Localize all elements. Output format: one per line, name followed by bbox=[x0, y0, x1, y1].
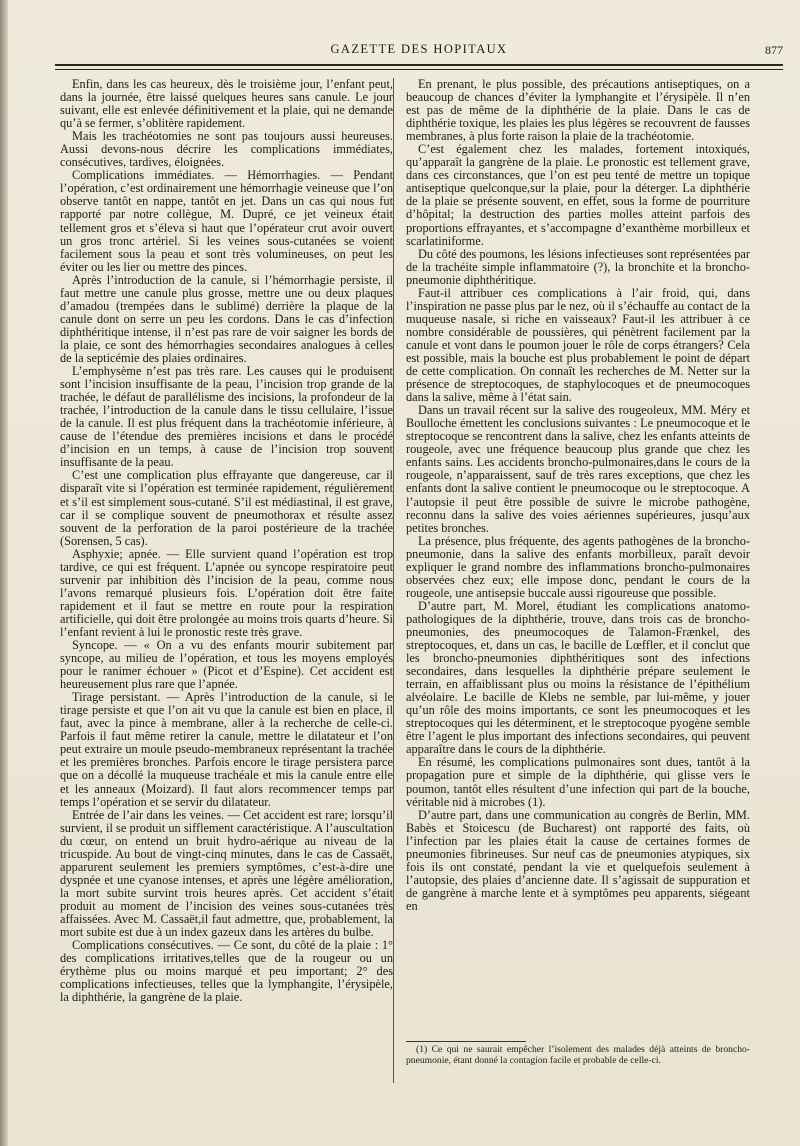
paragraph: Mais les trachéotomies ne sont pas toujours aussi heureuses. Aussi devons-nous décrire les complications immédiates, consécutives, tardives, éloignées. bbox=[60, 129, 393, 170]
column-divider bbox=[393, 78, 394, 1083]
paragraph: Dans un travail récent sur la salive des rougeoleux, MM. Méry et Boulloche émettent les conclusions suivantes : Le pneumocoque et le streptocoque se rencontrent dans la salive, chez les enfants atteints de rougeole, avec une fréquence beaucoup plus grande que chez les enfants sains. Les accidents broncho-pulmonaires,dans le cours de la rougeole, n’apparaissent, sauf de très rares exceptions, que chez les enfants dont la salive contient le pneumocoque ou le streptocoque. A l’autopsie il peut être possible de suivre le microbe pathogène, reconnu dans la salive des voies aériennes supérieures, jusqu’aux petites bronches. bbox=[406, 403, 750, 535]
paragraph: En prenant, le plus possible, des précautions antiseptiques, on a beaucoup de chances d’éviter la lymphangite et l’érysipèle. Il n’en est pas de même de la diphthérie de la plaie. Dans le cas de diphthérie toxique, les plaies les plus légères se recouvrent de fausses membranes, à plus forte raison la plaie de la trachéotomie. bbox=[406, 77, 750, 144]
journal-title: GAZETTE DES HOPITAUX bbox=[330, 42, 508, 56]
page-header bbox=[55, 38, 783, 62]
paragraph: L’emphysème n’est pas très rare. Les causes qui le produisent sont l’incision insuffisante de la peau, l’incision trop grande de la trachée, le défaut de parallélisme des incisions, la profondeur de la trachée, l’introduction de la canule dans le tissu cellulaire, l’issue de la canule. Il est plus fréquent dans la trachéotomie inférieure, à cause de l’étendue des premières incisions et dans le procédé d’incision en un temps, à cause de l’incision trop souvent insuffisante de la peau. bbox=[60, 364, 393, 470]
paragraph: La présence, plus fréquente, des agents pathogènes de la broncho-pneumonie, dans la salive des enfants morbilleux, paraît devoir expliquer le grand nombre des inflammations broncho-pulmonaires observées chez eux; elle impose donc, pendant le cours de la rougeole, une antisepsie buccale aussi rigoureuse que possible. bbox=[406, 533, 750, 600]
right-column bbox=[406, 78, 750, 913]
paragraph: C’est également chez les malades, fortement intoxiqués, qu’apparaît la gangrène de la plaie. Le pronostic est tellement grave, dans ces circonstances, que l’on est peu tenté de mettre un topique antiseptique quelconque,sur la plaie, pour la déterger. La diphthérie de la plaie se présente souvent, en effet, sous la forme de pourriture d’hôpital; la destruction des parties molles atteint parfois des proportions effrayantes, et s’accompagne d’exanthème morbilleux et scarlatiniforme. bbox=[406, 142, 750, 248]
paragraph: Complications immédiates. — Hémorrhagies. — Pendant l’opération, c’est ordinairement une hémorrhagie veineuse que l’on observe tantôt en nappe, tantôt en jet. Dans un cas qui nous fut rapporté par notre collègue, M. Dupré, ce jet veineux était tellement gros et s’éleva si haut que l’opérateur crut avoir ouvert un gros tronc artériel. Si les veines sous-cutanées se voient facilement sous la peau et sont très volumineuses, on peut les éviter ou les lier ou mettre des pinces. bbox=[60, 168, 393, 274]
paragraph: D’autre part, dans une communication au congrès de Berlin, MM. Babès et Stoicescu (de Bucharest) ont rapporté des faits, où l’infection par les plaies était la cause de certaines formes de pneumonies fibrineuses. Sur neuf cas de pneumonies atypiques, six fois ils ont constaté, pendant la vie et quelquefois seulement à l’autopsie, des plaies d’ancienne date. Il s’agissait de suppuration et de gangrène à marche lente et à symptômes peu apparents, siégeant en bbox=[406, 807, 750, 913]
paragraph: Du côté des poumons, les lésions infectieuses sont représentées par de la trachéite simple inflammatoire (?), la bronchite et la broncho-pneumonie diphthéritique. bbox=[406, 246, 750, 287]
paragraph: Complications consécutives. — Ce sont, du côté de la plaie : 1° des complications irritatives,telles que de la rougeur ou un érythème plus ou moins marqué et peu important; 2° des complications infectieuses, telles que la lymphangite, l’érysipèle, la diphthérie, la gangrène de la plaie. bbox=[60, 938, 393, 1005]
paragraph: Après l’introduction de la canule, si l’hémorrhagie persiste, il faut mettre une canule plus grosse, mettre une ou deux plaques d’amadou (trempées dans le sublimé) derrière la plaque de la canule dont on serre un peu les cordons. Dans le cas d’infection diphthéritique intense, il n’est pas rare de voir saigner les bords de la plaie, ce sont des hémorrhagies secondaires analogues à celles de la septicémie des plaies ordinaires. bbox=[60, 272, 393, 365]
paragraph: En résumé, les complications pulmonaires sont dues, tantôt à la propagation pure et simple de la diphthérie, qui glisse vers le poumon, tantôt elles résultent d’une infection qui part de la bouche, véritable nid à microbes (1). bbox=[406, 755, 750, 809]
footnote: (1) Ce qui ne saurait empêcher l’isolement des malades déjà atteints de broncho-pneumonie, étant donné la contagion facile et probable de celle-ci. bbox=[406, 1044, 750, 1066]
paragraph: Tirage persistant. — Après l’introduction de la canule, si le tirage persiste et que l’on ait vu que la canule est bien en place, il faut, avec la pince à membrane, aller à la recherche de celle-ci. Parfois il faut même retirer la canule, mettre le dilatateur et l’on peut extraire un moule pseudo-membraneux représentant la trachée et les premières bronches. Parfois encore le tirage persistera parce que on a décollé la muqueuse trachéale et mis la canule entre elle et les anneaux (Moizard). Il faut alors recommencer temps par temps l’opération et se servir du dilatateur. bbox=[60, 690, 393, 809]
paragraph: D’autre part, M. Morel, étudiant les complications anatomo-pathologiques de la diphthérie, trouve, dans trois cas de broncho-pneumonies, des pneumocoques de Talamon-Frænkel, des streptocoques, et, dans un cas, le bacille de Lœffler, et il conclut que les broncho-pneumonies diphthéritiques sont des infections secondaires, dans lesquelles la diphthérie prépare seulement le terrain, en affaiblissant plus ou moins la résistance de l’épithélium alvéolaire. Le bacille de Klebs ne semble, par lui-même, y jouer qu’un rôle des moins importants, ce sont les pneumocoques et les streptocoques qui les déterminent, et le streptocoque pyogène semble être l’agent le plus important des infections secondaires, qui peuvent apparaître dans le cours de la diphthérie. bbox=[406, 598, 750, 757]
paragraph: Faut-il attribuer ces complications à l’air froid, qui, dans l’inspiration ne passe plus par le nez, où il s’échauffe au contact de la muqueuse nasale, si riche en vaisseaux? Faut-il les attribuer à ce nombre considérable de poussières, qui pénètrent facilement par la canule et vont dans le poumon jouer le rôle de corps étrangers? Cela est possible, mais la bouche est plus probablement le point de départ de cette complication. On connaît les recherches de M. Netter sur la présence de streptocoques, de staphylocoques et de pneumocoques dans la salive, même à l’état sain. bbox=[406, 285, 750, 405]
page-number: 877 bbox=[765, 43, 783, 57]
header-rule-thin bbox=[55, 69, 783, 70]
binding-edge bbox=[0, 0, 8, 1146]
paragraph: C’est une complication plus effrayante que dangereuse, car il disparaît vite si l’opération est terminée rapidement, régulièrement et s’il est simplement sous-cutané. S’il est médiastinal, il est grave, car il se complique souvent de pneumothorax et résulte assez souvent de la perforation de la paroi postérieure de la trachée (Sorensen, 5 cas). bbox=[60, 468, 393, 548]
footnote-rule bbox=[406, 1041, 526, 1042]
paragraph: Syncope. — « On a vu des enfants mourir subitement par syncope, au milieu de l’opération, et tous les moyens employés pour le ranimer échouer » (Picot et d’Espine). Cet accident est heureusement plus rare que l’apnée. bbox=[60, 638, 393, 692]
paragraph: Asphyxie; apnée. — Elle survient quand l’opération est trop tardive, ce qui est fréquent. L’apnée ou syncope respiratoire peut survenir par inhibition dès l’incision de la peau, comme nous l’avons remarqué plusieurs fois. L’opération doit être faite rapidement et il faut se mettre en route pour la respiration artificielle, qui doit être prolongée au moins trois quarts d’heure. Si l’enfant revient à lui le pronostic reste très grave. bbox=[60, 546, 393, 639]
paragraph: Entrée de l’air dans les veines. — Cet accident est rare; lorsqu’il survient, il se produit un sifflement caractéristique. A l’auscultation du cœur, on entend un bruit hydro-aérique au niveau de la tricuspide. Au bout de vingt-cinq minutes, dans le cas de Cassaët, apparurent seulement les premiers symptômes, c’est-à-dire une dyspnée et une cyanose intenses, et après une légère amélioration, la mort subite survint trois heures après. Cet accident s’était produit au moment de l’incision des veines sous-cutanées très affaissées. Avec M. Cassaët,il faut admettre, que, probablement, la mort subite est due à un index gazeux dans les artères du bulbe. bbox=[60, 807, 393, 940]
paragraph: Enfin, dans les cas heureux, dès le troisième jour, l’enfant peut, dans la journée, être laissé quelques heures sans canule. Le jour suivant, elle est enlevée définitivement et la plaie, qui ne demande qu’à se fermer, s’oblitère rapidement. bbox=[60, 77, 393, 131]
left-column bbox=[60, 78, 393, 1004]
header-rule-thick bbox=[55, 64, 783, 66]
